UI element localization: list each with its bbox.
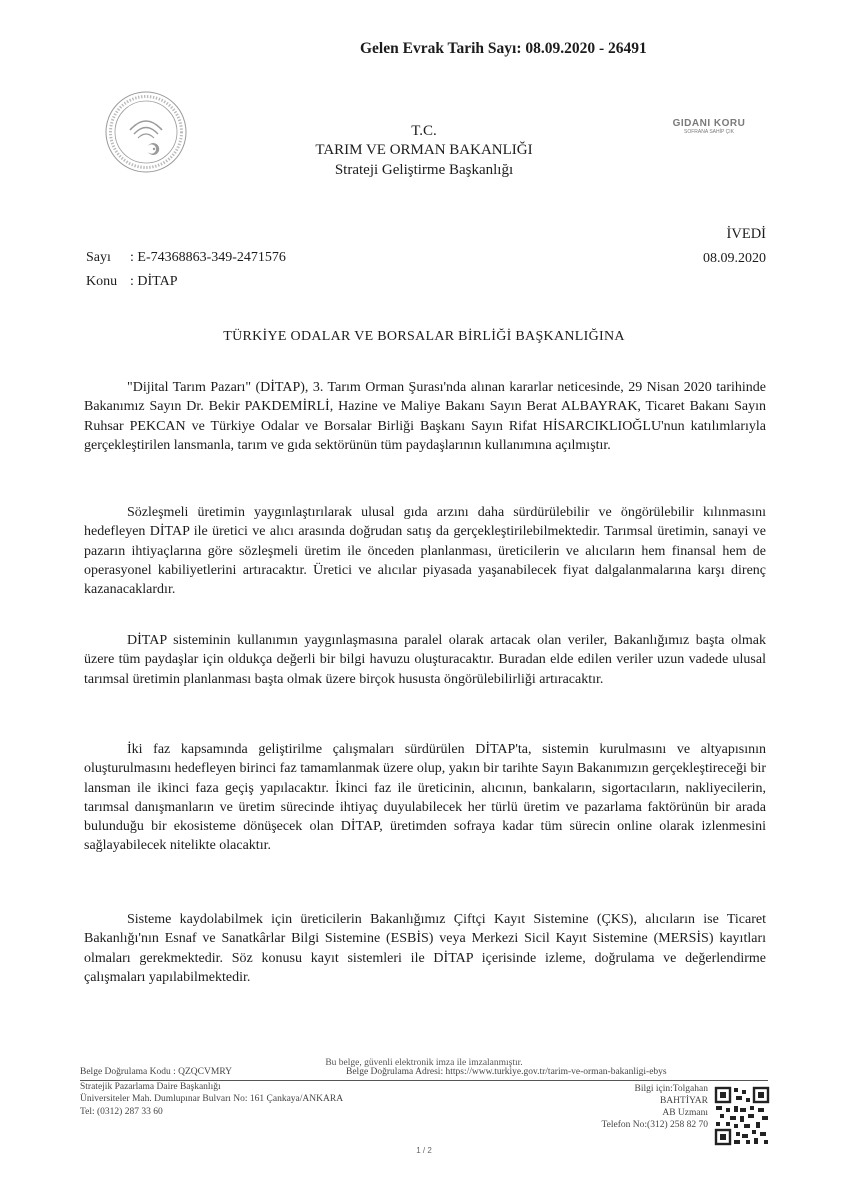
body-paragraph: Sisteme kaydolabilmek için üreticilerin Bakanlığımız Çiftçi Kayıt Sistemine (ÇKS), alıcıların ise Ticaret Bakanlığı'nın Esnaf ve Sanatkârlar Bilgi Sistemine (ESBİS) veya Merkezi Sicil Kayıt Sistemine (MERSİS) kayıtları olmaları gerekmektedir. Söz konusu kayıt sistemleri ile DİTAP içerisinde izleme, doğrulama ve değerlendirme çalışmaları yapılabilmektedir. — [84, 912, 766, 985]
reference-number-value: : E-74368863-349-2471576 — [130, 250, 286, 265]
footer-address: Üniversiteler Mah. Dumlupınar Bulvarı No: 161 Çankaya/ANKARA — [80, 1094, 344, 1104]
page-number: 1 / 2 — [416, 1146, 432, 1155]
verification-address: Belge Doğrulama Adresi: https://www.turkiye.gov.tr/tarim-ve-orman-bakanligi-ebys — [346, 1067, 667, 1077]
addressee: TÜRKİYE ODALAR VE BORSALAR BİRLİĞİ BAŞKANLIĞINA — [223, 329, 625, 344]
footer-phone: Tel: (0312) 287 33 60 — [80, 1107, 163, 1117]
gidani-koru-logo: GIDANI KORU SOFRANA SAHİP ÇIK — [672, 118, 746, 135]
contact-phone: Telefon No:(312) 258 82 70 — [601, 1120, 708, 1130]
contact-title: AB Uzmanı — [662, 1108, 708, 1118]
qr-code-icon — [714, 1086, 770, 1146]
subject-value: : DİTAP — [130, 274, 178, 289]
header-ministry: TARIM VE ORMAN BAKANLIĞI — [315, 142, 533, 158]
subject-row — [86, 274, 178, 290]
reference-number-row — [86, 250, 286, 266]
subject-label: Konu — [86, 274, 118, 289]
urgent-label: İVEDİ — [726, 226, 766, 242]
contact-name: BAHTİYAR — [659, 1096, 708, 1106]
reference-number-label: Sayı — [86, 250, 111, 265]
body-paragraph: Sözleşmeli üretimin yaygınlaştırılarak ulusal gıda arzını daha sürdürülebilir ve öngörülebilir kılınmasını hedefleyen DİTAP ile üretici ve alıcı arasında doğrudan satış da gerçekleştirilebilmektedir. Tarımsal üretimin, sanayi ve pazarın ihtiyaçlarına göre sözleşmeli üretim ile önceden planlanması, üreticilerin ve alıcıların hem finansal hem de operasyonel kabiliyetlerini artıracaktır. Üretici ve alıcılar piyasada yaşanabilecek fiyat dalgalanmalarına karşı direnç kazanacaklardır. — [84, 505, 766, 598]
body-paragraph: İki faz kapsamında geliştirilme çalışmaları sürdürülen DİTAP'ta, sistemin kurulmasını ve altyapısının oluşturulmasını hedefleyen birinci faz tamamlanmak üzere olup, yakın bir tarihte Sayın Bakanımızın gerçekleştireceği bir lansman ile ikinci faza geçiş yapılacaktır. İkinci faz ile üreticinin, alıcının, bankaların, sigortacıların, nakliyecilerin, tarımsal danışmanların ve üretim sürecinde ihtiyaç duyulabilecek her türlü üretim ve pazarlama faktörünün bir arada bulunduğu bir ekosisteme dönüşecek olan DİTAP, üretimden sofraya kadar tüm sürecin online olarak izlenmesini sağlayabilecek nitelikte olacaktır. — [84, 742, 766, 854]
footer-divider — [80, 1080, 768, 1081]
header-department: Strateji Geliştirme Başkanlığı — [334, 162, 514, 178]
header-tc: T.C. — [411, 123, 437, 139]
footer-department: Stratejik Pazarlama Daire Başkanlığı — [80, 1082, 221, 1092]
document-date: 08.09.2020 — [703, 251, 766, 266]
contact-info-line: Bilgi için:Tolgahan — [634, 1084, 708, 1094]
esignature-note: Bu belge, güvenli elektronik imza ile imzalanmıştır. — [325, 1058, 523, 1068]
verification-code: Belge Doğrulama Kodu : QZQCVMRY — [80, 1067, 232, 1077]
body-paragraph: DİTAP sisteminin kullanımın yaygınlaşmasına paralel olarak artacak olan veriler, Bakanlığımız başta olmak üzere tüm paydaşlar için oldukça değerli bir bilgi havuzu oluşturacaktır. Buradan elde edilen veriler uzun vadede ulusal tarımsal üretimin planlanması başta olmak üzere birçok husustа öngörülebilirliği artıracaktır. — [84, 633, 766, 687]
body-paragraph: "Dijital Tarım Pazarı" (DİTAP), 3. Tarım Orman Şurası'nda alınan kararlar neticesinde, 29 Nisan 2020 tarihinde Bakanımız Sayın Dr. Bekir PAKDEMİRLİ, Hazine ve Maliye Bakanı Sayın Berat ALBAYRAK, Ticaret Bakanı Sayın Ruhsar PEKCAN ve Türkiye Odalar ve Borsalar Birliği Başkanı Sayın Rifat HİSARCIKLIOĞLU'nun katılımlarıyla gerçekleştirilen lansmanla, tarım ve gıda sektörünün tüm paydaşlarının kullanımına açılmıştır. — [84, 380, 766, 453]
